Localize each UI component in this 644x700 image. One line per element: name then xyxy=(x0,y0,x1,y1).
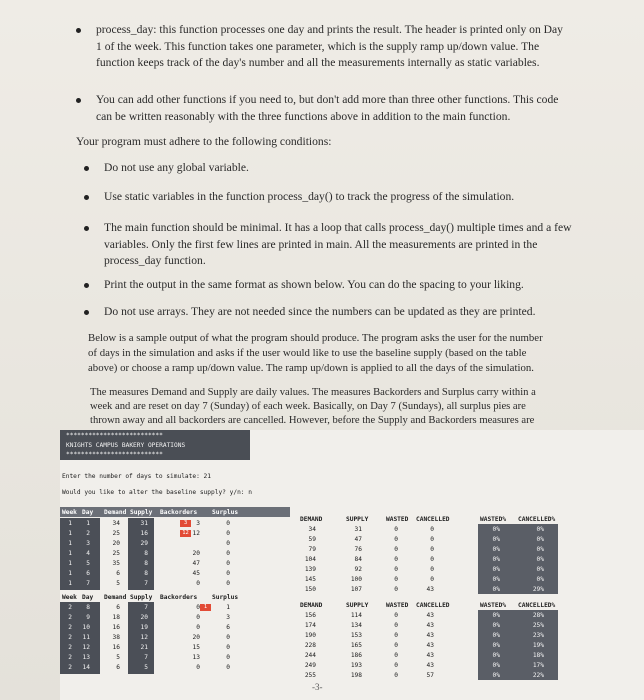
summary1-cell: 0% xyxy=(492,586,500,593)
week1-cell: 34 xyxy=(112,520,120,527)
summary2-cell: 43 xyxy=(426,612,434,619)
week1-cell: 0 xyxy=(226,530,230,537)
week2-cell: 2 xyxy=(68,644,72,651)
summary1-cell: 0 xyxy=(394,556,398,563)
week1-cell: 1 xyxy=(68,560,72,567)
week2-cell: 6 xyxy=(116,604,120,611)
summary1-cell: 0% xyxy=(536,536,544,543)
summary2-cell: 43 xyxy=(426,622,434,629)
summary1-cell: 0 xyxy=(430,576,434,583)
column-header: WASTED% xyxy=(480,602,507,609)
banner-stars-bottom: ************************** xyxy=(66,451,163,458)
summary1-cell: 0 xyxy=(430,536,434,543)
summary2-cell: 0% xyxy=(492,622,500,629)
column-header: Backorders xyxy=(160,594,198,601)
summary1-cell: 0 xyxy=(430,546,434,553)
summary1-cell: 0% xyxy=(536,526,544,533)
sample-output-screenshot xyxy=(60,430,644,700)
summary2-cell: 0 xyxy=(394,622,398,629)
table-header-week-2 xyxy=(60,592,290,602)
summary1-cell: 0% xyxy=(536,566,544,573)
week1-cell: 1 xyxy=(68,520,72,527)
program-banner xyxy=(60,430,250,460)
summary1-cell: 0 xyxy=(430,556,434,563)
summary2-cell: 17% xyxy=(532,662,544,669)
week1-cell: 20 xyxy=(192,550,200,557)
bullet-text xyxy=(104,277,540,294)
summary1-cell: 150 xyxy=(304,586,316,593)
week1-cell: 45 xyxy=(192,570,200,577)
week1-cell: 0 xyxy=(226,560,230,567)
bullet-text xyxy=(104,220,572,270)
week2-cell: 21 xyxy=(140,644,148,651)
week1-cell: 1 xyxy=(68,570,72,577)
week2-cell: 7 xyxy=(144,654,148,661)
bullet-dot xyxy=(76,28,81,33)
summary2-cell: 43 xyxy=(426,642,434,649)
summary2-cell: 244 xyxy=(304,652,316,659)
summary2-cell: 0% xyxy=(492,662,500,669)
summary1-cell: 0 xyxy=(394,576,398,583)
summary2-cell: 0% xyxy=(492,612,500,619)
week2-cell: 16 xyxy=(112,644,120,651)
column-header: SUPPLY xyxy=(346,516,369,523)
summary2-cell: 198 xyxy=(350,672,362,679)
week2-cell: 5 xyxy=(144,664,148,671)
summary2-cell: 43 xyxy=(426,632,434,639)
week2-cell: 38 xyxy=(112,634,120,641)
summary2-cell: 134 xyxy=(350,622,362,629)
week2-cell: 7 xyxy=(144,604,148,611)
text-line: thrown away and all backorders are cancelled. However, before the Supply and Backorders measures are xyxy=(90,415,535,426)
summary2-cell: 186 xyxy=(350,652,362,659)
summary2-cell: 43 xyxy=(426,652,434,659)
week2-cell: 0 xyxy=(196,614,200,621)
summary2-cell: 114 xyxy=(350,612,362,619)
summary1-cell: 0 xyxy=(394,546,398,553)
text-line: can be written reasonably with the three functions above in addition to the main function. xyxy=(96,109,511,123)
highlight-marker: 1 xyxy=(200,604,211,611)
week1-cell: 7 xyxy=(144,580,148,587)
summary2-cell: 23% xyxy=(532,632,544,639)
summary2-cell: 0 xyxy=(394,632,398,639)
week2-cell: 2 xyxy=(68,634,72,641)
summary1-cell: 29% xyxy=(532,586,544,593)
summary1-cell: 0% xyxy=(536,546,544,553)
text-line: process_day function. xyxy=(104,254,206,267)
week1-cell: 7 xyxy=(86,580,90,587)
bullet-text xyxy=(104,189,540,206)
column-header: Surplus xyxy=(212,594,239,601)
column-header: WASTED xyxy=(386,516,409,523)
banner-stars-top: ************************** xyxy=(66,432,163,439)
week2-cell: 18 xyxy=(112,614,120,621)
summary2-cell: 18% xyxy=(532,652,544,659)
bullet-dot xyxy=(84,166,89,171)
week1-cell: 16 xyxy=(140,530,148,537)
week2-cell: 2 xyxy=(68,664,72,671)
week2-cell: 14 xyxy=(82,664,90,671)
week1-cell: 1 xyxy=(86,520,90,527)
week1-cell: 4 xyxy=(86,550,90,557)
text-line: 1 of the week. This function takes one parameter, which is the supply ramp up/down value. The xyxy=(96,39,540,53)
column-header: CANCELLED% xyxy=(518,516,556,523)
week2-cell: 2 xyxy=(68,604,72,611)
sample-output-paragraph xyxy=(88,331,543,376)
column-header: Supply xyxy=(130,594,153,601)
summary2-cell: 22% xyxy=(532,672,544,679)
week2-cell: 10 xyxy=(82,624,90,631)
summary2-cell: 0 xyxy=(394,652,398,659)
summary-header-week-1 xyxy=(300,514,644,524)
summary1-cell: 31 xyxy=(354,526,362,533)
text-line: The main function should be minimal. It has a loop that calls process_day() multiple times and a few xyxy=(104,221,572,234)
column-header: Surplus xyxy=(212,509,239,516)
highlight-marker: 3 xyxy=(180,520,191,527)
week1-cell: 1 xyxy=(68,550,72,557)
week2-cell: 12 xyxy=(82,644,90,651)
week2-cell: 15 xyxy=(192,644,200,651)
week2-cell: 0 xyxy=(226,644,230,651)
text-line: process_day: this function processes one day and prints the result. The header is printed only on Day xyxy=(96,23,563,36)
column-header: Day xyxy=(82,509,94,516)
summary1-cell: 0% xyxy=(492,536,500,543)
summary1-cell: 47 xyxy=(354,536,362,543)
week2-cell: 5 xyxy=(116,654,120,661)
column-header: Demand xyxy=(104,594,127,601)
week1-cell: 47 xyxy=(192,560,200,567)
bullet-text xyxy=(96,22,563,72)
table-header-week-1 xyxy=(60,507,290,517)
summary1-cell: 0% xyxy=(536,556,544,563)
summary2-cell: 228 xyxy=(304,642,316,649)
week2-cell: 11 xyxy=(82,634,90,641)
week2-cell: 16 xyxy=(112,624,120,631)
week2-cell: 0 xyxy=(226,664,230,671)
summary1-cell: 0% xyxy=(492,546,500,553)
banner-title: KNIGHTS CAMPUS BAKERY OPERATIONS xyxy=(66,442,186,449)
summary2-cell: 174 xyxy=(304,622,316,629)
bullet-dot xyxy=(84,283,89,288)
week1-cell: 8 xyxy=(144,560,148,567)
summary2-cell: 28% xyxy=(532,612,544,619)
highlight-marker: 12 xyxy=(180,530,191,537)
summary1-cell: 0% xyxy=(492,526,500,533)
text-line: Do not use arrays. They are not needed since the numbers can be updated as they are printed. xyxy=(104,305,536,318)
summary1-cell: 0 xyxy=(394,566,398,573)
summary1-cell: 0 xyxy=(394,536,398,543)
text-line: Do not use any global variable. xyxy=(104,161,249,174)
week2-cell: 20 xyxy=(140,614,148,621)
week2-cell: 3 xyxy=(226,614,230,621)
week2-cell: 2 xyxy=(68,614,72,621)
week2-cell: 13 xyxy=(82,654,90,661)
summary2-cell: 165 xyxy=(350,642,362,649)
summary1-cell: 139 xyxy=(304,566,316,573)
summary2-cell: 249 xyxy=(304,662,316,669)
summary2-cell: 0% xyxy=(492,642,500,649)
summary1-cell: 104 xyxy=(304,556,316,563)
week2-cell: 0 xyxy=(226,654,230,661)
column-header: CANCELLED% xyxy=(518,602,556,609)
week2-cell: 8 xyxy=(86,604,90,611)
summary2-cell: 0 xyxy=(394,662,398,669)
week1-cell: 3 xyxy=(86,540,90,547)
bullet-dot xyxy=(84,195,89,200)
week1-cell: 29 xyxy=(140,540,148,547)
summary1-cell: 100 xyxy=(350,576,362,583)
text-line: Below is a sample output of what the program should produce. The program asks the user for the number xyxy=(88,332,543,344)
summary2-cell: 255 xyxy=(304,672,316,679)
prompt-days: Enter the number of days to simulate: 21 xyxy=(62,473,212,480)
text-line: variables. Only the first few lines are printed in main. All the measurements are printed in the xyxy=(104,237,538,251)
week1-cell: 35 xyxy=(112,560,120,567)
week1-cell: 1 xyxy=(68,530,72,537)
bullet-dot xyxy=(84,310,89,315)
week2-cell: 9 xyxy=(86,614,90,621)
page-number: -3- xyxy=(312,682,323,692)
column-header: Day xyxy=(82,594,94,601)
week2-cell: 1 xyxy=(226,604,230,611)
week1-cell: 8 xyxy=(144,570,148,577)
week1-cell: 31 xyxy=(140,520,148,527)
week1-cell: 20 xyxy=(112,540,120,547)
summary1-cell: 79 xyxy=(308,546,316,553)
column-header: DEMAND xyxy=(300,602,323,609)
week2-cell: 2 xyxy=(68,624,72,631)
week2-cell: 0 xyxy=(196,624,200,631)
week2-cell: 6 xyxy=(226,624,230,631)
week2-cell: 13 xyxy=(192,654,200,661)
summary2-cell: 25% xyxy=(532,622,544,629)
summary1-cell: 0% xyxy=(536,576,544,583)
week1-cell: 0 xyxy=(226,550,230,557)
week1-cell: 1 xyxy=(68,580,72,587)
week1-cell: 5 xyxy=(116,580,120,587)
bullet-dot xyxy=(76,98,81,103)
week1-cell: 12 xyxy=(192,530,200,537)
summary1-cell: 92 xyxy=(354,566,362,573)
summary1-cell: 0 xyxy=(394,586,398,593)
column-header: CANCELLED xyxy=(416,516,450,523)
week2-cell: 12 xyxy=(140,634,148,641)
summary2-cell: 0% xyxy=(492,652,500,659)
week1-cell: 5 xyxy=(86,560,90,567)
text-line: week and are reset on day 7 (Sunday) of each week. Basically, on Day 7 (Sundays), all surplus pies are xyxy=(90,401,526,412)
bullet-text xyxy=(104,160,540,177)
text-line: The measures Demand and Supply are daily values. The measures Backorders and Surplus carry within a xyxy=(90,387,536,398)
week1-cell: 25 xyxy=(112,550,120,557)
summary1-cell: 0% xyxy=(492,556,500,563)
column-header: Supply xyxy=(130,509,153,516)
column-header: DEMAND xyxy=(300,516,323,523)
column-header: Demand xyxy=(104,509,127,516)
bullet-dot xyxy=(84,226,89,231)
summary1-cell: 0 xyxy=(394,526,398,533)
week2-cell: 19 xyxy=(140,624,148,631)
week1-cell: 1 xyxy=(68,540,72,547)
summary2-cell: 19% xyxy=(532,642,544,649)
summary2-cell: 0 xyxy=(394,612,398,619)
week1-cell: 0 xyxy=(226,520,230,527)
summary-header-week-2 xyxy=(300,600,644,610)
summary2-cell: 0% xyxy=(492,672,500,679)
text-line: above) or choose a ramp up/down value. The ramp up/down is applied to all the days of the simulation. xyxy=(88,362,534,374)
week2-cell: 20 xyxy=(192,634,200,641)
conditions-intro: Your program must adhere to the following conditions: xyxy=(76,135,332,148)
bullet-text xyxy=(96,92,559,125)
week2-cell: 6 xyxy=(116,664,120,671)
week1-cell: 2 xyxy=(86,530,90,537)
summary1-cell: 59 xyxy=(308,536,316,543)
column-header: WASTED% xyxy=(480,516,507,523)
summary1-cell: 0% xyxy=(492,576,500,583)
summary1-cell: 76 xyxy=(354,546,362,553)
prompt-alter: Would you like to alter the baseline supply? y/n: n xyxy=(62,489,252,496)
week1-cell: 6 xyxy=(116,570,120,577)
summary2-cell: 193 xyxy=(350,662,362,669)
week1-cell: 3 xyxy=(196,520,200,527)
text-line: Print the output in the same format as shown below. You can do the spacing to your liking. xyxy=(104,278,524,291)
summary2-cell: 0% xyxy=(492,632,500,639)
week2-cell: 0 xyxy=(196,664,200,671)
summary1-cell: 107 xyxy=(350,586,362,593)
summary2-cell: 57 xyxy=(426,672,434,679)
summary2-cell: 43 xyxy=(426,662,434,669)
week2-cell: 0 xyxy=(226,634,230,641)
summary1-cell: 0 xyxy=(430,566,434,573)
summary1-cell: 34 xyxy=(308,526,316,533)
summary1-cell: 145 xyxy=(304,576,316,583)
bullet-text xyxy=(104,304,540,321)
summary2-cell: 0 xyxy=(394,642,398,649)
text-line: function keeps track of the day's number and all the measurements internally as static variables. xyxy=(96,56,540,69)
summary1-cell: 0% xyxy=(492,566,500,573)
week1-cell: 8 xyxy=(144,550,148,557)
week2-cell: 0 xyxy=(196,604,200,611)
week1-cell: 0 xyxy=(226,570,230,577)
column-header: WASTED xyxy=(386,602,409,609)
week1-cell: 0 xyxy=(196,580,200,587)
column-header: SUPPLY xyxy=(346,602,369,609)
summary2-cell: 0 xyxy=(394,672,398,679)
text-line: You can add other functions if you need to, but don't add more than three other functions. This code xyxy=(96,93,559,106)
summary2-cell: 153 xyxy=(350,632,362,639)
column-header: Week xyxy=(62,594,77,601)
week1-cell: 6 xyxy=(86,570,90,577)
summary2-cell: 156 xyxy=(304,612,316,619)
summary1-cell: 0 xyxy=(430,526,434,533)
measures-paragraph xyxy=(90,386,536,428)
text-line: Use static variables in the function process_day() to track the progress of the simulation. xyxy=(104,190,515,203)
week1-cell: 0 xyxy=(226,580,230,587)
summary2-cell: 190 xyxy=(304,632,316,639)
column-header: Backorders xyxy=(160,509,198,516)
column-header: CANCELLED xyxy=(416,602,450,609)
text-line: of days in the simulation and asks if the user would like to use the baseline supply (based on the table xyxy=(88,347,527,359)
week2-cell: 2 xyxy=(68,654,72,661)
week1-cell: 25 xyxy=(112,530,120,537)
summary1-cell: 43 xyxy=(426,586,434,593)
summary1-cell: 84 xyxy=(354,556,362,563)
week1-cell: 0 xyxy=(226,540,230,547)
column-header: Week xyxy=(62,509,77,516)
